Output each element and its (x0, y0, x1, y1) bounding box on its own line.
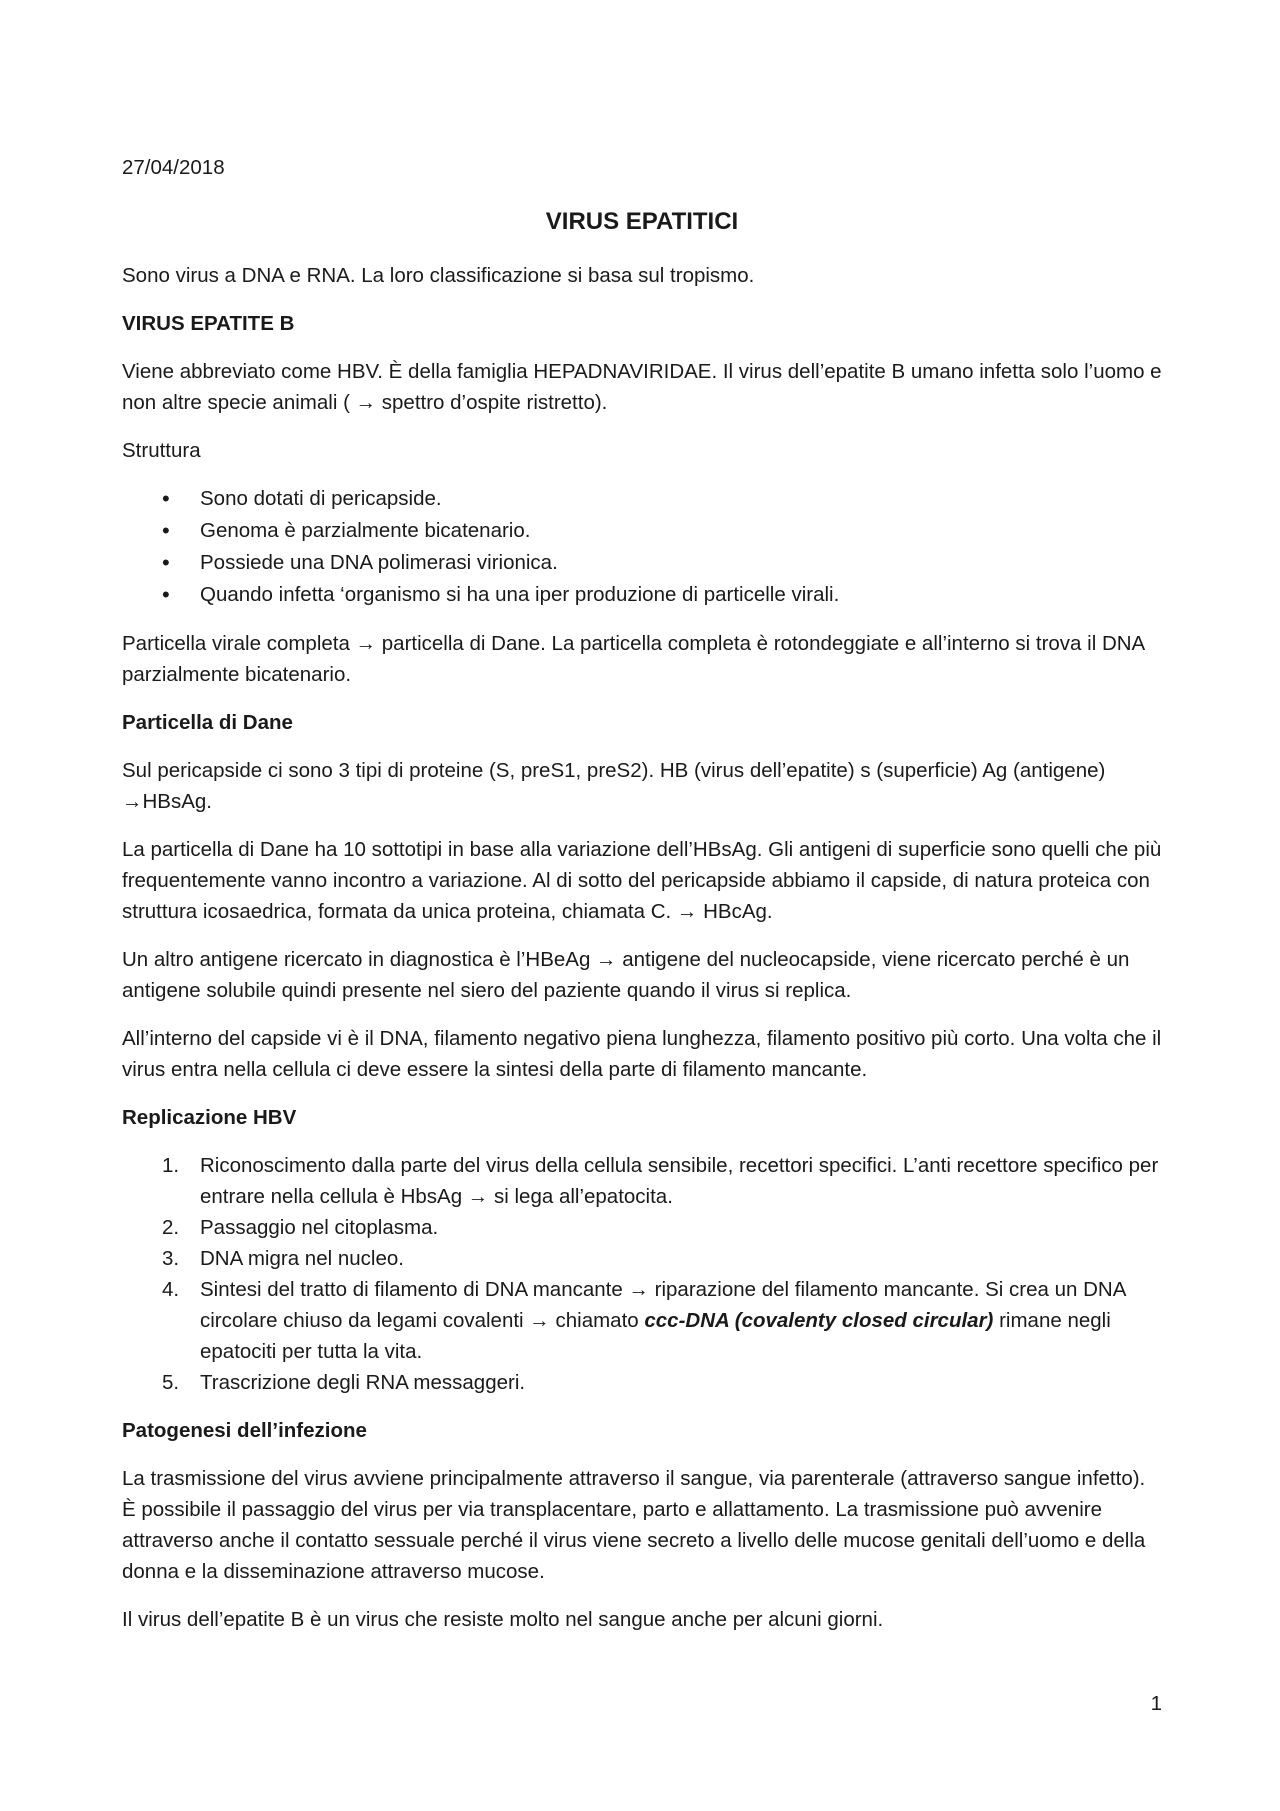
list-item (122, 1367, 1162, 1398)
hbv-paragraph-1: Viene abbreviato come HBV. È della famiglia HEPADNAVIRIDAE. Il virus dell’epatite B umano infetta solo l’uomo e non altre specie animali ( → spettro d’ospite ristretto). (122, 360, 1162, 414)
list-item (122, 1274, 1162, 1367)
section-heading-patogenesi: Patogenesi dell’infezione (122, 1419, 367, 1442)
list-item-text: Riconoscimento dalla parte del virus della cellula sensibile, recettori specifici. L’anti recettore specifico per entrare nella cellula è HbsAg → si lega all’epatocita. (200, 1154, 1159, 1208)
replicazione-numbered-list (122, 1150, 1162, 1398)
patogenesi-paragraph-1: La trasmissione del virus avviene principalmente attraverso il sangue, via parenterale (attraverso sangue infetto). È possibile il passaggio del virus per via transplacentare, parto e allattamento. La trasmissione può avvenire attraverso anche il contatto sessuale perché il virus viene secreto a livello delle mucose genitali dell’uomo e della donna e la disseminazione attraverso mucose. (122, 1467, 1146, 1583)
section-heading-replicazione: Replicazione HBV (122, 1106, 297, 1129)
list-item-number: 2. (162, 1216, 180, 1239)
intro-paragraph: Sono virus a DNA e RNA. La loro classificazione si basa sul tropismo. (122, 264, 755, 287)
list-item: • Possiede una DNA polimerasi virionica. (122, 547, 1162, 579)
list-item (122, 1150, 1162, 1212)
list-item-text: rimane negli epatociti per tutta la vita. (200, 1309, 1111, 1363)
struttura-label: Struttura (122, 439, 201, 462)
document-title: VIRUS EPATITICI (545, 208, 739, 235)
dane-paragraph-2: La particella di Dane ha 10 sottotipi in base alla variazione dell’HBsAg. Gli antigeni di superficie sono quelli che più frequentemente vanno incontro a variazione. Al di sotto del pericapside abbiamo il capside, di natura proteica con struttura icosaedrica, formata da unica proteina, chiamata C. → HBcAg. (122, 838, 1162, 923)
hbv-paragraph-2: Particella virale completa → particella di Dane. La particella completa è rotondeggiate e all’interno si trova il DNA parzialmente bicatenario. (122, 632, 1145, 686)
section-heading-dane: Particella di Dane (122, 711, 293, 734)
list-item-text: Trascrizione degli RNA messaggeri. (200, 1371, 526, 1394)
list-item-number: 1. (162, 1154, 180, 1177)
list-item-number: 3. (162, 1247, 180, 1270)
patogenesi-paragraph-2: Il virus dell’epatite B è un virus che resiste molto nel sangue anche per alcuni giorni. (122, 1608, 884, 1631)
list-item (122, 1243, 1162, 1274)
page-number: 1 (1150, 1692, 1162, 1715)
list-item-text: Sintesi del tratto di filamento di DNA mancante → riparazione del filamento mancante. Si crea un DNA circolare chiuso da legami covalenti → chiamato (200, 1278, 1126, 1332)
dane-paragraph-1: Sul pericapside ci sono 3 tipi di proteine (S, preS1, preS2). HB (virus dell’epatite) s (superficie) Ag (antigene) →HBsAg. (122, 759, 1106, 813)
dane-paragraph-4: All’interno del capside vi è il DNA, filamento negativo piena lunghezza, filamento positivo più corto. Una volta che il virus entra nella cellula ci deve essere la sintesi della parte di filamento mancante. (122, 1027, 1162, 1081)
ccc-dna-emphasis: ccc-DNA (covalenty closed circular) (644, 1309, 994, 1332)
document-page (122, 0, 1162, 1811)
list-item: • Quando infetta ‘organismo si ha una iper produzione di particelle virali. (122, 579, 1162, 611)
dane-paragraph-3: Un altro antigene ricercato in diagnostica è l’HBeAg → antigene del nucleocapside, viene ricercato perché è un antigene solubile quindi presente nel siero del paziente quando il virus si replica. (122, 948, 1130, 1002)
list-item-number: 5. (162, 1371, 180, 1394)
list-item-text: DNA migra nel nucleo. (200, 1247, 404, 1270)
document-body (122, 260, 1162, 1652)
section-heading-hbv: VIRUS EPATITE B (122, 312, 295, 335)
struttura-bullet-list (122, 483, 1162, 611)
list-item (122, 1212, 1162, 1243)
list-item: • Sono dotati di pericapside. (122, 483, 1162, 515)
document-date: 27/04/2018 (122, 156, 225, 179)
list-item-number: 4. (162, 1278, 180, 1301)
list-item-text: Passaggio nel citoplasma. (200, 1216, 439, 1239)
list-item: • Genoma è parzialmente bicatenario. (122, 515, 1162, 547)
